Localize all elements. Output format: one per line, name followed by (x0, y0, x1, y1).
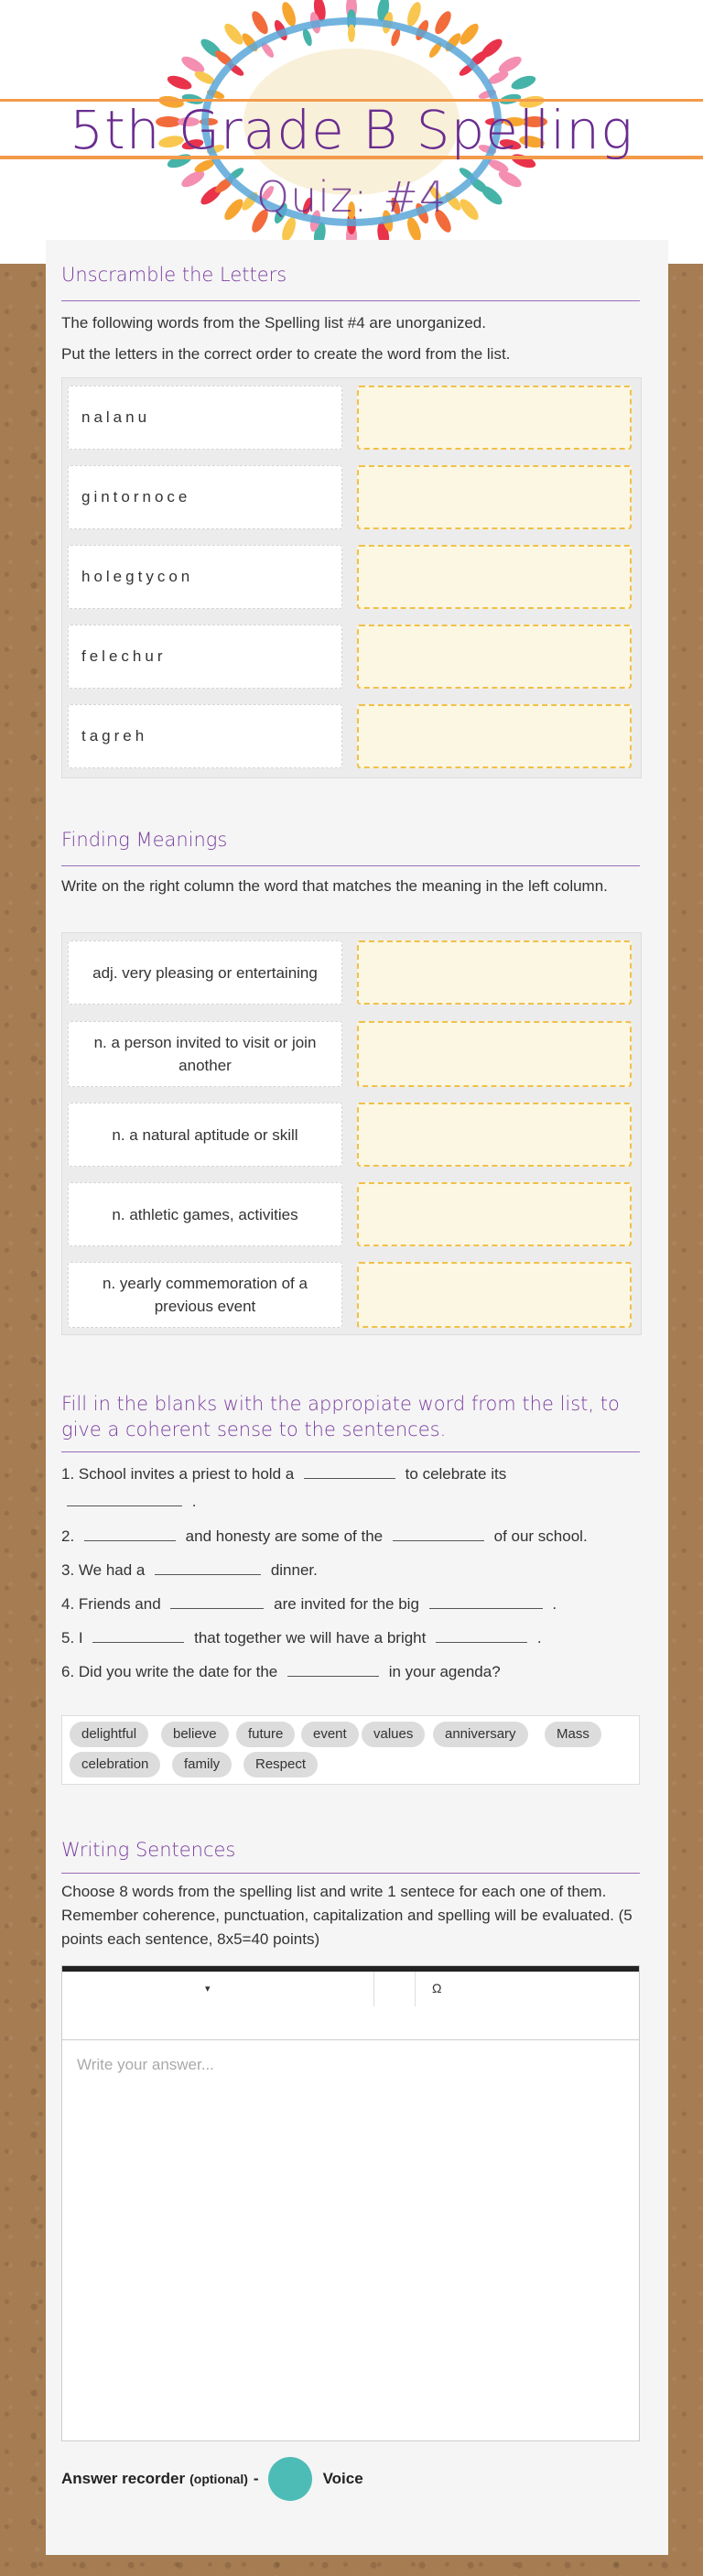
sentence-text: . (191, 1493, 197, 1510)
sentence-1 (61, 1463, 506, 1484)
mandala-petal (432, 9, 454, 37)
chevron-down-icon[interactable]: ▾ (205, 1984, 211, 1994)
toolbar-separator (415, 1972, 416, 2006)
sentence-text: 5. I (61, 1629, 83, 1647)
sentence-text: and honesty are some of the (185, 1527, 384, 1545)
worksheet-header (0, 0, 703, 264)
sentence-text: are invited for the big (274, 1595, 419, 1613)
sentence-text: that together we will have a bright (194, 1629, 427, 1647)
blank-input[interactable] (436, 1627, 527, 1643)
sentence-5 (61, 1627, 542, 1647)
section-title-fill-blanks: Fill in the blanks with the appropiate word from the list, to give a coherent sense to the sentences. (61, 1393, 620, 1440)
recorder-optional: (optional) (189, 2472, 248, 2486)
word-chip[interactable]: Respect (243, 1752, 318, 1777)
blank-input[interactable] (67, 1491, 182, 1506)
word-chip[interactable]: family (172, 1752, 232, 1777)
recorder-voice-label: Voice (322, 2470, 363, 2487)
meanings-table (61, 932, 642, 1335)
word-chip[interactable]: values (362, 1722, 425, 1747)
definition-cell: adj. very pleasing or entertaining (68, 940, 342, 1005)
sentence-text: 4. Friends and (61, 1595, 161, 1613)
blank-input[interactable] (155, 1560, 261, 1575)
blank-input[interactable] (92, 1627, 184, 1643)
blank-input[interactable] (170, 1593, 264, 1609)
sentence-6 (61, 1661, 501, 1681)
sentence-text: dinner. (270, 1561, 318, 1579)
section-title-unscramble: Unscramble the Letters (61, 264, 287, 286)
meanings-intro: Write on the right column the word that matches the meaning in the left column. (61, 877, 608, 895)
section-divider (61, 300, 640, 301)
scrambled-word: felechur (68, 625, 342, 689)
writing-instructions: Choose 8 words from the spelling list and write 1 sentece for each one of them. Remember coherence, punctuation, capitalization and spelling will be evaluated. (5 points each sentence, 8x5=40 points) (61, 1883, 633, 1948)
sentence-text: to celebrate its (405, 1465, 507, 1483)
definition-cell: n. a person invited to visit or join another (68, 1021, 342, 1087)
answer-drop-zone[interactable] (357, 465, 632, 529)
blank-input[interactable] (287, 1661, 379, 1677)
unscramble-table (61, 377, 642, 778)
word-chip[interactable]: event (301, 1722, 359, 1747)
blank-input[interactable] (84, 1526, 176, 1541)
sentence-text: 6. Did you write the date for the (61, 1663, 278, 1680)
sentence-text: . (552, 1595, 557, 1613)
unscramble-intro-2: Put the letters in the correct order to create the word from the list. (61, 345, 511, 363)
scrambled-word: gintornoce (68, 465, 342, 529)
page-subtitle: Quiz: #4 (255, 172, 448, 222)
section-divider (61, 1451, 640, 1452)
sentence-3 (61, 1560, 318, 1580)
sentence-4 (61, 1593, 557, 1614)
sentence-text: in your agenda? (388, 1663, 501, 1680)
editor-toolbar (62, 1972, 639, 2040)
sentence-text: 1. School invites a priest to hold a (61, 1465, 295, 1483)
record-button[interactable] (268, 2457, 312, 2501)
worksheet-sheet (46, 240, 668, 2555)
mandala-petal (222, 21, 246, 48)
answer-recorder (61, 2457, 363, 2501)
section-divider (61, 1873, 640, 1874)
toolbar-separator (373, 1972, 374, 2006)
sentence-text: . (536, 1629, 542, 1647)
definition-cell: n. yearly commemoration of a previous event (68, 1262, 342, 1328)
definition-cell: n. a natural aptitude or skill (68, 1103, 342, 1167)
mandala-petal (166, 73, 193, 92)
mandala-petal (457, 21, 481, 48)
word-chip[interactable]: Mass (545, 1722, 601, 1747)
word-bank (61, 1715, 640, 1785)
answer-placeholder[interactable]: Write your answer... (77, 2056, 214, 2073)
word-chip[interactable]: celebration (70, 1752, 160, 1777)
answer-drop-zone[interactable] (357, 625, 632, 689)
answer-drop-zone[interactable] (357, 1262, 632, 1328)
definition-cell: n. athletic games, activities (68, 1182, 342, 1246)
word-chip[interactable]: future (236, 1722, 295, 1747)
scrambled-word: tagreh (68, 704, 342, 768)
word-chip[interactable]: delightful (70, 1722, 148, 1747)
answer-drop-zone[interactable] (357, 386, 632, 450)
sentence-1-cont (61, 1491, 196, 1511)
answer-drop-zone[interactable] (357, 940, 632, 1005)
answer-editor (61, 1965, 640, 2441)
answer-drop-zone[interactable] (357, 1182, 632, 1246)
sentence-text: 2. (61, 1527, 75, 1545)
page-title: 5th Grade B Spelling (70, 99, 633, 161)
unscramble-intro-1: The following words from the Spelling list #4 are unorganized. (61, 314, 486, 332)
mandala-petal (348, 24, 355, 42)
scrambled-word: nalanu (68, 386, 342, 450)
sentence-2 (61, 1526, 588, 1546)
answer-drop-zone[interactable] (357, 1021, 632, 1087)
section-title-writing: Writing Sentences (61, 1839, 236, 1861)
sentence-text: of our school. (493, 1527, 588, 1545)
answer-drop-zone[interactable] (357, 704, 632, 768)
section-title-meanings: Finding Meanings (61, 829, 228, 851)
mandala-petal (249, 9, 271, 37)
blank-input[interactable] (429, 1593, 543, 1609)
blank-input[interactable] (393, 1526, 484, 1541)
recorder-label: Answer recorder (61, 2470, 186, 2487)
answer-drop-zone[interactable] (357, 1103, 632, 1167)
blank-input[interactable] (304, 1463, 395, 1479)
mandala-petal (510, 73, 537, 92)
sentence-text: 3. We had a (61, 1561, 146, 1579)
scrambled-word: holegtycon (68, 545, 342, 609)
special-character-icon[interactable]: Ω (432, 1981, 442, 1995)
answer-drop-zone[interactable] (357, 545, 632, 609)
recorder-dash: - (253, 2470, 259, 2487)
word-chip[interactable]: believe (161, 1722, 229, 1747)
section-divider (61, 865, 640, 866)
word-chip[interactable]: anniversary (433, 1722, 528, 1747)
